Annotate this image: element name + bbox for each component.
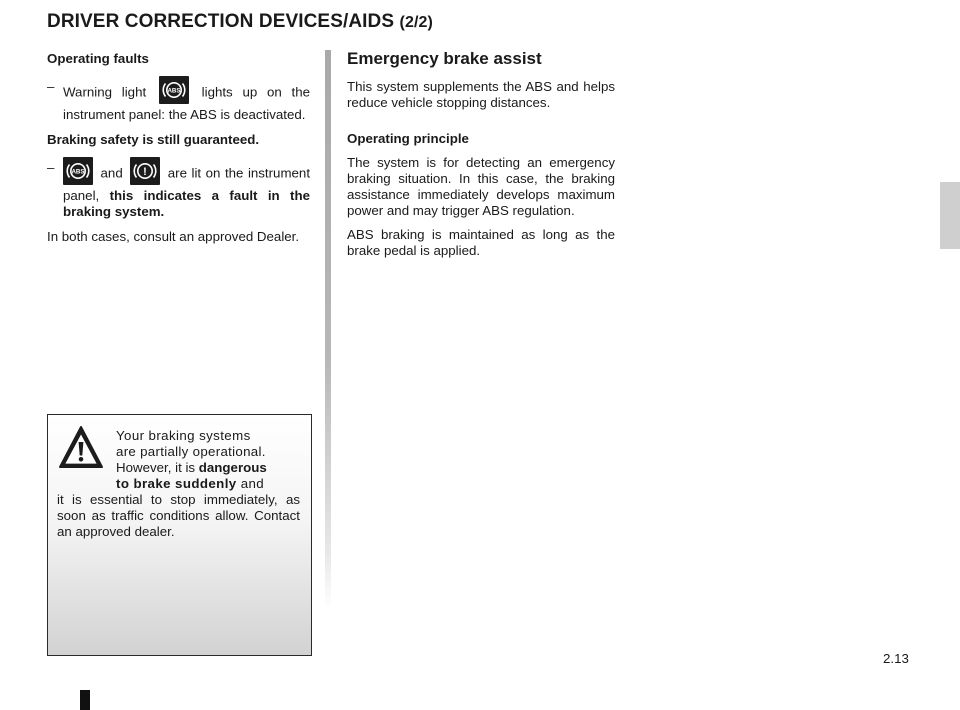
- emergency-brake-assist-title: Emergency brake assist: [347, 49, 542, 68]
- operating-principle-heading: Operating principle: [347, 131, 469, 146]
- operating-faults-heading: Operating faults: [47, 51, 149, 66]
- fault-item-brake: [47, 160, 310, 220]
- left-column: [47, 51, 310, 253]
- warning-dangerous: dangerous: [198, 460, 267, 475]
- warning-box: [47, 414, 312, 656]
- fault-item-abs-text: Warning light ABS lights up on the instrument panel: the ABS is deactivated.: [63, 79, 310, 123]
- warning-brake-suddenly: to brake suddenly: [116, 476, 237, 491]
- eba-para1: The system is for detecting an emergency braking situation. In this case, the braking assistance immediately develops maximum power and may trigger ABS regulation.: [347, 155, 615, 218]
- warning-rest: it is essential to stop immediately, as soon as traffic conditions allow. Contact an approved dealer.: [57, 492, 300, 539]
- page-title: DRIVER CORRECTION DEVICES/AIDS (2/2): [47, 11, 433, 32]
- right-column: [347, 79, 615, 267]
- brake-warning-icon: [130, 157, 160, 185]
- abs-warning-icon: [159, 76, 189, 104]
- eba-para2: ABS braking is maintained as long as the brake pedal is applied.: [347, 227, 615, 258]
- consult-dealer-text: In both cases, consult an approved Dealer.: [47, 229, 300, 244]
- eba-intro: This system supplements the ABS and helps reduce vehicle stopping distances.: [347, 79, 615, 110]
- column-divider: [325, 50, 331, 610]
- page-title-suffix: (2/2): [399, 14, 433, 31]
- list-dash: –: [47, 79, 55, 94]
- svg-text:ABS: ABS: [71, 168, 85, 176]
- fault-item-abs: [47, 79, 310, 123]
- section-tab: [940, 182, 960, 249]
- bottom-edge-mark: [80, 690, 90, 710]
- fault-item-brake-text: ABS and ! are lit on the instrument panel, this indicates a fault in the braking system.: [63, 160, 310, 220]
- braking-safety-note: Braking safety is still guaranteed.: [47, 132, 260, 147]
- warning-text: [57, 428, 300, 540]
- svg-text:ABS: ABS: [167, 87, 181, 95]
- page-number: 2.13: [883, 651, 909, 666]
- abs-warning-icon: [63, 157, 93, 185]
- braking-fault-statement: this indicates a fault in the braking system.: [63, 188, 310, 219]
- svg-text:!: !: [143, 166, 148, 178]
- warning-lines: Your braking systems are partially operational. However, it is dangerous to brake suddenly and: [116, 428, 267, 491]
- list-dash: –: [47, 160, 55, 175]
